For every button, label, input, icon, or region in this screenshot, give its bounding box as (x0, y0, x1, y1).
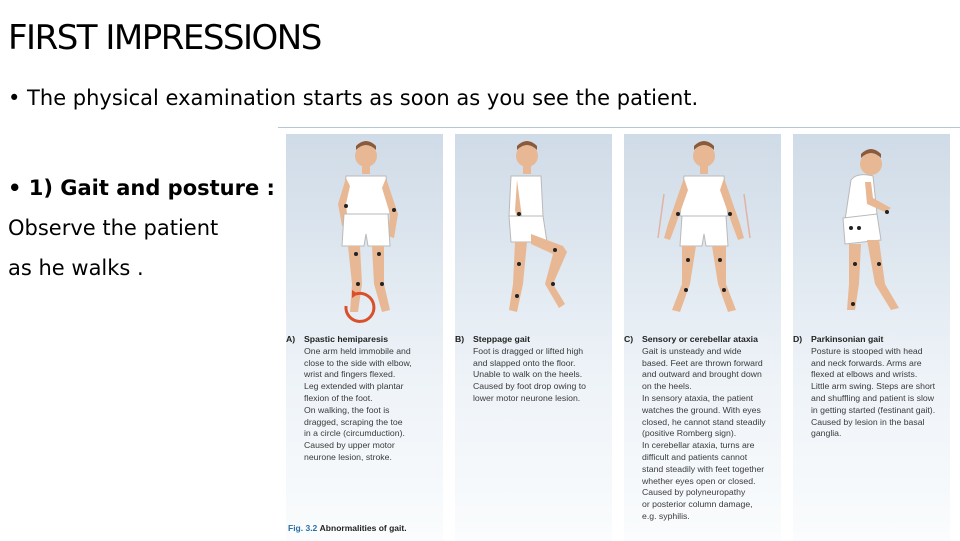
panel-caption-line: Unable to walk on the heels. (473, 369, 583, 380)
panel-sensory-cerebellar-ataxia (624, 134, 781, 541)
panel-caption-line: and slapped onto the floor. (473, 357, 576, 368)
panel-caption-line: in a circle (circumduction). (304, 428, 405, 439)
panel-letter: B) (455, 334, 465, 344)
panel-spastic-hemiparesis (286, 134, 443, 541)
panel-caption-line: or posterior column damage, (642, 499, 753, 510)
panel-caption-line: on the heels. (642, 381, 692, 392)
panel-letter: D) (793, 334, 803, 344)
panel-caption-title: Steppage gait (473, 334, 530, 344)
panel-caption-line: and outward and brought down (642, 369, 762, 380)
panel-caption-line: watches the ground. With eyes (642, 404, 761, 415)
figure-caption-text: Abnormalities of gait. (319, 523, 407, 533)
panel-caption-line: lower motor neurone lesion. (473, 392, 581, 403)
bullet-gait-line: as he walks . (8, 256, 144, 280)
panel-caption-title: Sensory or cerebellar ataxia (642, 334, 758, 344)
panel-letter: C) (624, 334, 634, 344)
panel-caption-line: in getting started (festinant gait). (811, 404, 936, 415)
panel-caption-line: Caused by lesion in the basal (811, 416, 925, 427)
panel-caption (811, 334, 949, 440)
panel-caption-line: ganglia. (811, 428, 842, 439)
figure-illustration-a (286, 134, 443, 334)
panel-caption-line: wrist and fingers flexed. (304, 369, 396, 380)
panel-letter: A) (286, 334, 296, 344)
panel-caption-line: dragged, scraping the toe (304, 416, 403, 427)
panel-caption (304, 334, 442, 464)
panel-caption-line: closed, he cannot stand steadily (642, 416, 766, 427)
panel-caption-line: and neck forwards. Arms are (811, 357, 922, 368)
panel-parkinsonian-gait (793, 134, 950, 541)
panel-caption-line: Caused by foot drop owing to (473, 381, 587, 392)
figure-caption-number: Fig. 3.2 (288, 523, 318, 533)
panel-caption-line: Leg extended with plantar (304, 381, 404, 392)
panel-caption-title: Spastic hemiparesis (304, 334, 389, 344)
panel-caption-line: difficult and patients cannot (642, 451, 748, 462)
panel-caption-line: Little arm swing. Steps are short (811, 381, 936, 392)
panel-caption-line: neurone lesion, stroke. (304, 451, 392, 462)
gait-figure (278, 127, 960, 540)
panel-caption-line: In cerebellar ataxia, turns are (642, 440, 755, 451)
panel-steppage-gait (455, 134, 612, 541)
panel-caption-line: Gait is unsteady and wide (642, 345, 742, 356)
panel-caption-line: On walking, the foot is (304, 404, 390, 415)
bullet-gait-heading: • 1) Gait and posture : (8, 176, 275, 200)
panel-caption-line: flexed at elbows and wrists. (811, 369, 918, 380)
slide-title: FIRST IMPRESSIONS (8, 18, 321, 58)
panel-caption-line: based. Feet are thrown forward (642, 357, 763, 368)
bullet-gait-line: Observe the patient (8, 216, 219, 240)
panel-caption-title: Parkinsonian gait (811, 334, 884, 344)
figure-caption (288, 523, 407, 533)
figure-illustration-d (793, 134, 950, 334)
panel-caption-line: whether eyes open or closed. (642, 475, 756, 486)
figure-illustration-c (624, 134, 781, 334)
panel-caption-line: (positive Romberg sign). (642, 428, 737, 439)
panel-caption-line: stand steadily with feet together (642, 463, 765, 474)
panel-caption (642, 334, 780, 523)
panel-caption-line: Caused by polyneuropathy (642, 487, 746, 498)
panel-caption-line: flexion of the foot. (304, 392, 373, 403)
panel-caption-line: In sensory ataxia, the patient (642, 392, 754, 403)
panel-caption-line: Foot is dragged or lifted high (473, 345, 584, 356)
panel-caption-line: close to the side with elbow, (304, 357, 412, 368)
panel-caption (473, 334, 611, 405)
panel-caption-line: e.g. syphilis. (642, 510, 690, 521)
bullet-intro: • The physical examination starts as soon as you see the patient. (8, 86, 699, 110)
panel-caption-line: and shuffling and patient is slow (811, 392, 934, 403)
figure-top-rule (278, 127, 960, 128)
panel-caption-line: Posture is stooped with head (811, 345, 923, 356)
panel-caption-line: One arm held immobile and (304, 345, 411, 356)
panel-caption-line: Caused by upper motor (304, 440, 395, 451)
figure-illustration-b (455, 134, 612, 334)
bullet-gait-posture (8, 168, 275, 288)
